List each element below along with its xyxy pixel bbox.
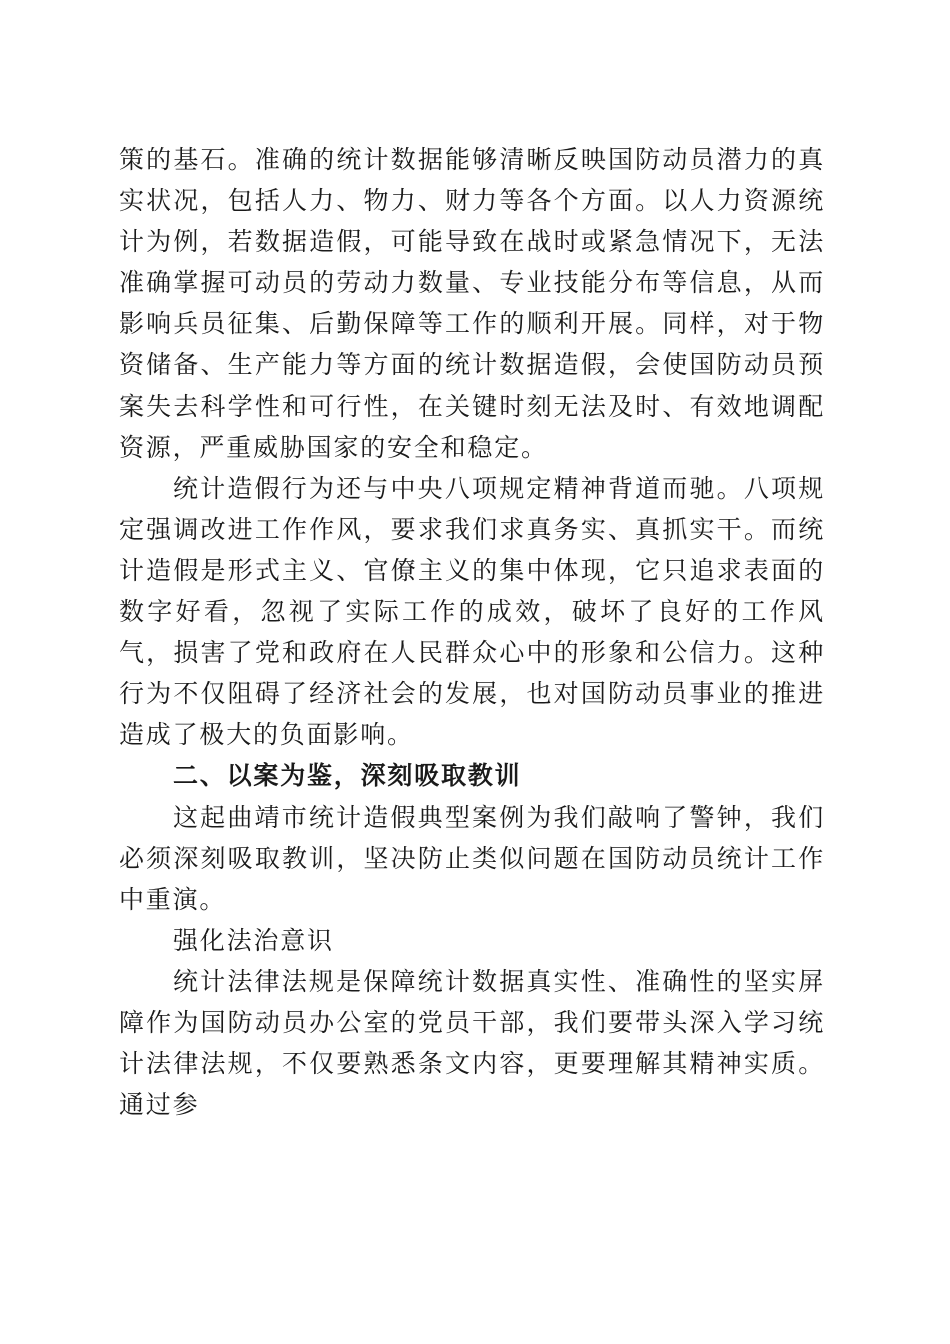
document-body [119, 139, 825, 1125]
paragraph-legal-awareness: 统计法律法规是保障统计数据真实性、准确性的坚实屏障作为国防动员办公室的党员干部，我们要带头深入学习统计法律法规，不仅要熟悉条文内容，更要理解其精神实质。通过参 [119, 966, 825, 1120]
paragraph-continuation: 策的基石。准确的统计数据能够清晰反映国防动员潜力的真实状况，包括人力、物力、财力等各个方面。以人力资源统计为例，若数据造假，可能导致在战时或紧急情况下，无法准确掌握可动员的劳动力数量、专业技能分布等信息，从而影响兵员征集、后勤保障等工作的顺利开展。同样，对于物资储备、生产能力等方面的统计数据造假，会使国防动员预案失去科学性和可行性，在关键时刻无法及时、有效地调配资源，严重威胁国家的安全和稳定。 [119, 145, 825, 462]
paragraph-statistical-fraud-eight-rules: 统计造假行为还与中央八项规定精神背道而驰。八项规定强调改进工作作风，要求我们求真务实、真抓实干。而统计造假是形式主义、官僚主义的集中体现，它只追求表面的数字好看，忽视了实际工作的成效，破坏了良好的工作风气，损害了党和政府在人民群众心中的形象和公信力。这种行为不仅阻碍了经济社会的发展，也对国防动员事业的推进造成了极大的负面影响。 [119, 473, 825, 750]
subsection-heading: 强化法治意识 [173, 925, 334, 955]
paragraph-case-lesson: 这起曲靖市统计造假典型案例为我们敲响了警钟，我们必须深刻吸取教训，坚决防止类似问题在国防动员统计工作中重演。 [119, 802, 825, 914]
section-heading: 二、以案为鉴，深刻吸取教训 [173, 761, 522, 791]
